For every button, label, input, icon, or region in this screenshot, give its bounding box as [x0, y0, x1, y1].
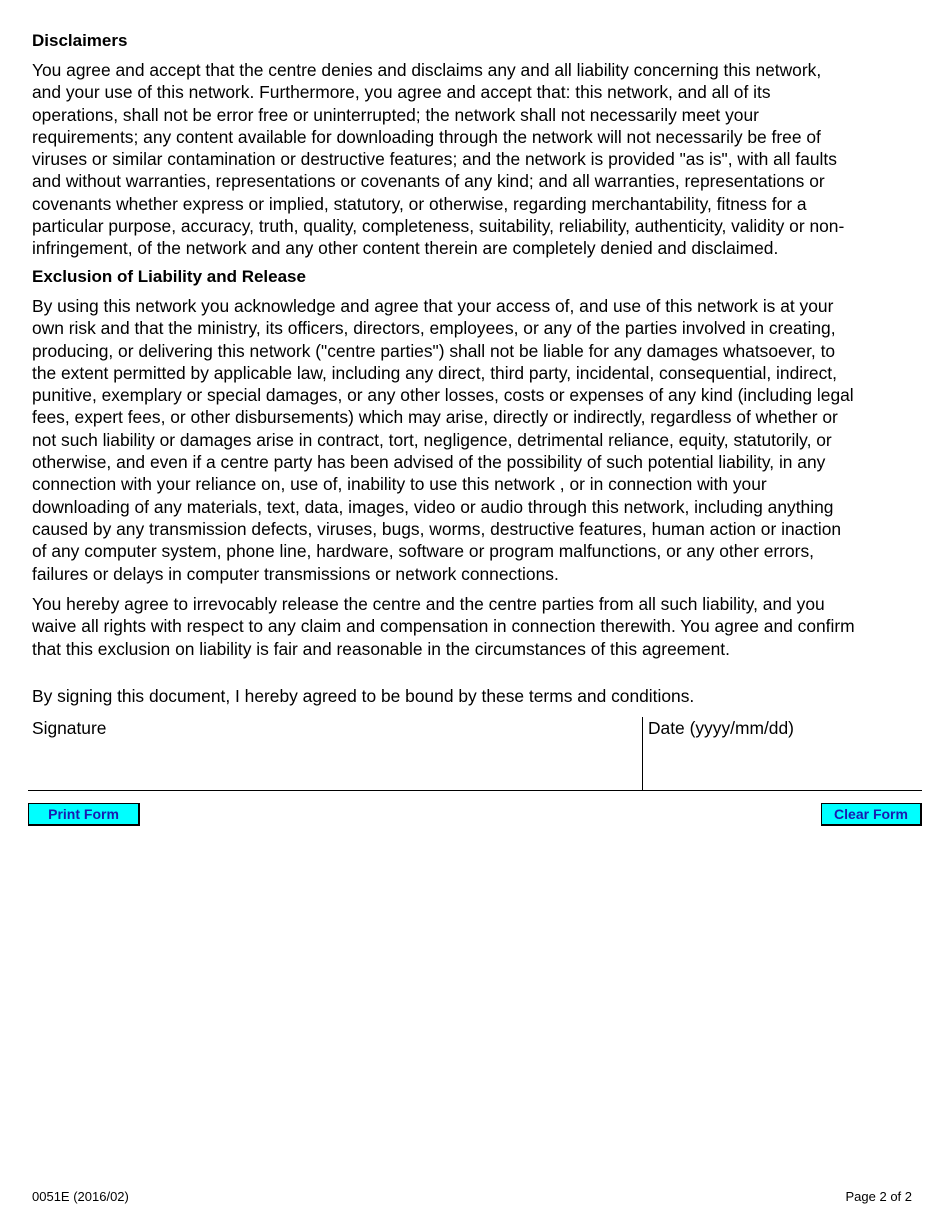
clear-form-button[interactable]: Clear Form — [821, 803, 922, 826]
date-label: Date (yyyy/mm/dd) — [648, 718, 794, 738]
text-line: By using this network you acknowledge and agree that your access of, and use of this network is at your — [32, 296, 834, 316]
text-line: that this exclusion on liability is fair and reasonable in the circumstances of this agreement. — [32, 638, 730, 659]
text-line: viruses or similar contamination or destructive features; and the network is provided "as is", with all faults — [32, 149, 837, 170]
print-form-button[interactable]: Print Form — [28, 803, 140, 826]
text-line: and without warranties, representations or covenants of any kind; and all warranties, representations or — [32, 171, 825, 192]
signature-label: Signature — [32, 718, 107, 738]
text-line: failures or delays in computer transmissions or network connections. — [32, 563, 559, 584]
text-line: You hereby agree to irrevocably release the centre and the centre parties from all such liability, and you — [32, 594, 825, 614]
text-line: operations, shall not be error free or uninterrupted; the network shall not necessarily meet your — [32, 104, 759, 125]
text-line: covenants whether express or implied, statutory, or otherwise, regarding merchantability, fitness for a — [32, 193, 807, 214]
signing-statement: By signing this document, I hereby agreed to be bound by these terms and conditions. — [32, 686, 695, 706]
date-field[interactable] — [642, 717, 922, 790]
text-line: caused by any transmission defects, viruses, bugs, worms, destructive features, human action or inaction — [32, 518, 842, 539]
text-line: producing, or delivering this network ("centre parties") shall not be liable for any damages whatsoever, to — [32, 340, 836, 361]
text-line: requirements; any content available for downloading through the network will not necessarily be free of — [32, 126, 821, 147]
exclusion-paragraph — [32, 295, 922, 585]
page-indicator: Page 2 of 2 — [845, 1189, 912, 1204]
text-line: not such liability or damages arise in contract, tort, negligence, detrimental reliance, equity, statutorily, or — [32, 429, 832, 450]
text-line: the extent permitted by applicable law, including any direct, third party, incidental, consequential, indirect, — [32, 362, 837, 383]
text-line: infringement, of the network and any other content therein are completely denied and disclaimed. — [32, 238, 779, 259]
text-line: You agree and accept that the centre denies and disclaims any and all liability concerning this network, — [32, 60, 822, 80]
text-line: punitive, exemplary or special damages, or any other losses, costs or expenses of any kind (including legal — [32, 385, 854, 406]
signature-field[interactable] — [28, 717, 642, 790]
signature-block — [28, 717, 922, 791]
text-line: of any computer system, phone line, hardware, software or program malfunctions, or any other errors, — [32, 541, 814, 562]
exclusion-heading: Exclusion of Liability and Release — [32, 267, 306, 286]
disclaimers-heading: Disclaimers — [32, 31, 128, 50]
text-line: downloading of any materials, text, data, images, video or audio through this network, including anything — [32, 496, 834, 517]
text-line: waive all rights with respect to any claim and compensation in connection therewith. You agree and confirm — [32, 616, 855, 637]
text-line: otherwise, and even if a centre party has been advised of the possibility of such potential liability, in any — [32, 452, 826, 473]
disclaimers-paragraph — [32, 59, 922, 260]
text-line: particular purpose, accuracy, truth, quality, completeness, suitability, reliability, authenticity, validity or non- — [32, 216, 845, 237]
text-line: connection with your reliance on, use of, inability to use this network , or in connection with your — [32, 474, 767, 495]
release-paragraph — [32, 593, 922, 660]
text-line: and your use of this network. Furthermore, you agree and accept that: this network, and all of its — [32, 82, 771, 103]
text-line: fees, expert fees, or other disbursements) which may arise, directly or indirectly, regardless of whether or — [32, 407, 838, 428]
form-code: 0051E (2016/02) — [32, 1189, 129, 1204]
text-line: own risk and that the ministry, its officers, directors, employees, or any of the parties involved in creating, — [32, 318, 836, 339]
